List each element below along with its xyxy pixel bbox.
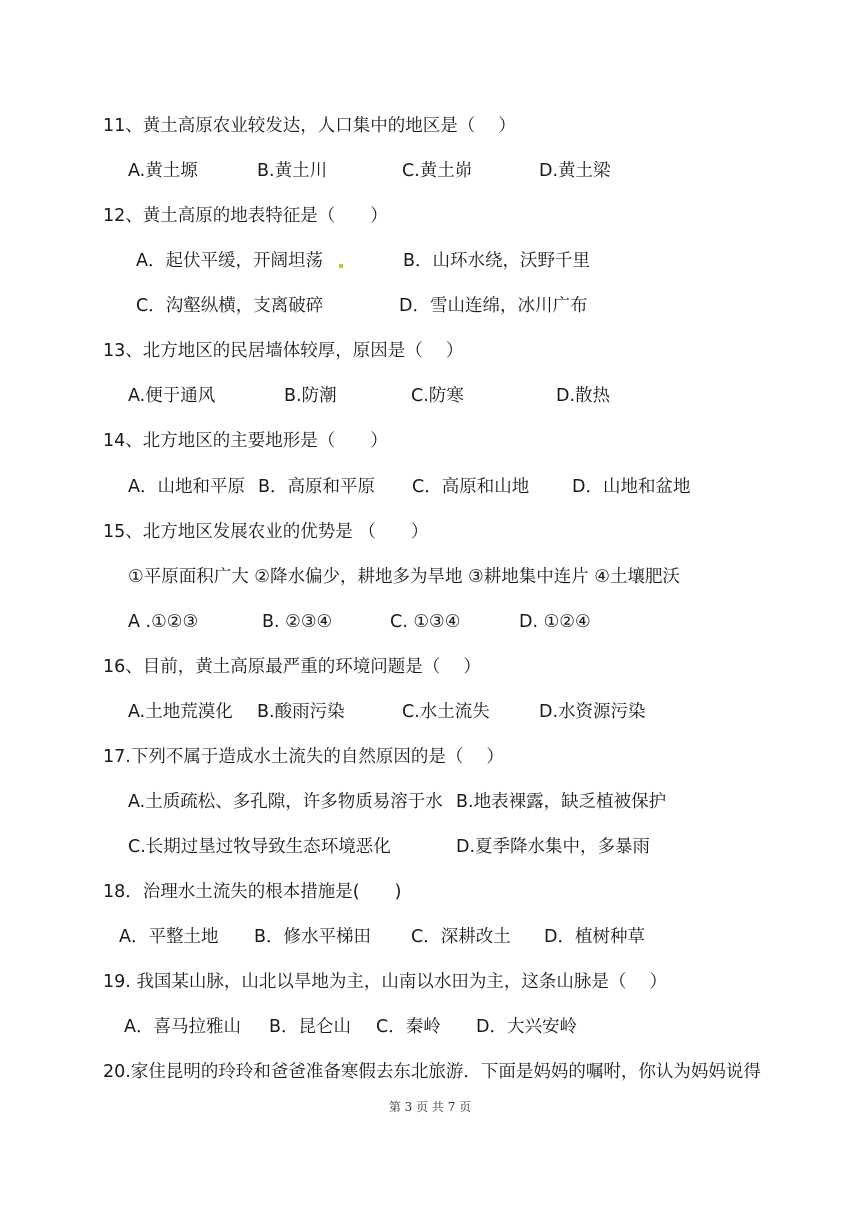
question-14-option-b: B．高原和平原 [258,477,376,497]
question-13-option-a: A.便于通风 [128,386,216,406]
question-16-option-c: C.水土流失 [402,702,490,722]
question-16-option-d: D.水资源污染 [539,702,646,722]
question-11-option-d: D.黄土梁 [539,161,611,181]
question-17-stem: 17.下列不属于造成水土流失的自然原因的是（ ） [103,747,504,767]
question-15-stem: 15、北方地区发展农业的优势是 （ ） [103,522,429,542]
question-19-stem: 19. 我国某山脉，山北以旱地为主，山南以水田为主，这条山脉是（ ） [103,972,667,992]
question-18-option-c: C．深耕改土 [411,927,511,947]
question-13-option-b: B.防潮 [284,386,337,406]
question-20-stem: 20.家住昆明的玲玲和爸爸准备寒假去东北旅游．下面是妈妈的嘱咐，你认为妈妈说得 [103,1062,761,1082]
question-12-option-d: D．雪山连绵，冰川广布 [399,296,588,316]
page-footer: 第 3 页 共 7 页 [388,1100,472,1114]
question-14-stem: 14、北方地区的主要地形是（ ） [103,431,388,451]
question-13-stem: 13、北方地区的民居墙体较厚，原因是（ ） [103,341,464,361]
question-13-option-c: C.防寒 [411,386,464,406]
question-19-option-d: D．大兴安岭 [476,1017,577,1037]
question-17-option-b: B.地表裸露，缺乏植被保护 [456,792,667,812]
question-11-option-a: A.黄土塬 [128,161,198,181]
question-16-option-a: A.土地荒漠化 [128,702,233,722]
question-17-option-d: D.夏季降水集中，多暴雨 [456,837,651,857]
question-18-option-d: D．植树种草 [544,927,645,947]
question-15-option-a: A .①②③ [128,612,199,632]
question-16-stem: 16、目前，黄土高原最严重的环境问题是（ ） [103,657,481,677]
question-13-option-d: D.散热 [556,386,611,406]
question-18-stem: 18．治理水土流失的根本措施是( ) [103,882,402,902]
question-12-option-b: B．山环水绕，沃野千里 [403,251,591,271]
question-14-option-c: C．高原和山地 [412,477,530,497]
question-11-stem: 11、黄土高原农业较发达，人口集中的地区是（ ） [103,116,516,136]
question-15-option-d: D. ①②④ [519,612,591,632]
question-15-option-b: B. ②③④ [262,612,333,632]
question-11-option-c: C.黄土峁 [402,161,473,181]
question-14-option-d: D．山地和盆地 [572,477,691,497]
question-16-option-b: B.酸雨污染 [257,702,345,722]
question-11-option-b: B.黄土川 [257,161,328,181]
question-18-option-a: A．平整土地 [119,927,219,947]
question-17-option-a: A.土质疏松、多孔隙，许多物质易溶于水 [128,792,443,812]
question-19-option-b: B．昆仑山 [269,1017,352,1037]
stray-mark [339,264,343,268]
question-19-option-a: A．喜马拉雅山 [124,1017,241,1037]
question-12-stem: 12、黄土高原的地表特征是（ ） [103,206,388,226]
question-17-option-c: C.长期过垦过牧导致生态环境恶化 [128,837,391,857]
question-14-option-a: A．山地和平原 [128,477,245,497]
question-15-conditions: ①平原面积广大 ②降水偏少，耕地多为旱地 ③耕地集中连片 ④土壤肥沃 [128,567,680,587]
question-18-option-b: B．修水平梯田 [254,927,372,947]
question-19-option-c: C．秦岭 [376,1017,441,1037]
question-15-option-c: C. ①③④ [390,612,461,632]
question-12-option-c: C．沟壑纵横，支离破碎 [136,296,324,316]
question-12-option-a: A．起伏平缓，开阔坦荡 [136,251,323,271]
